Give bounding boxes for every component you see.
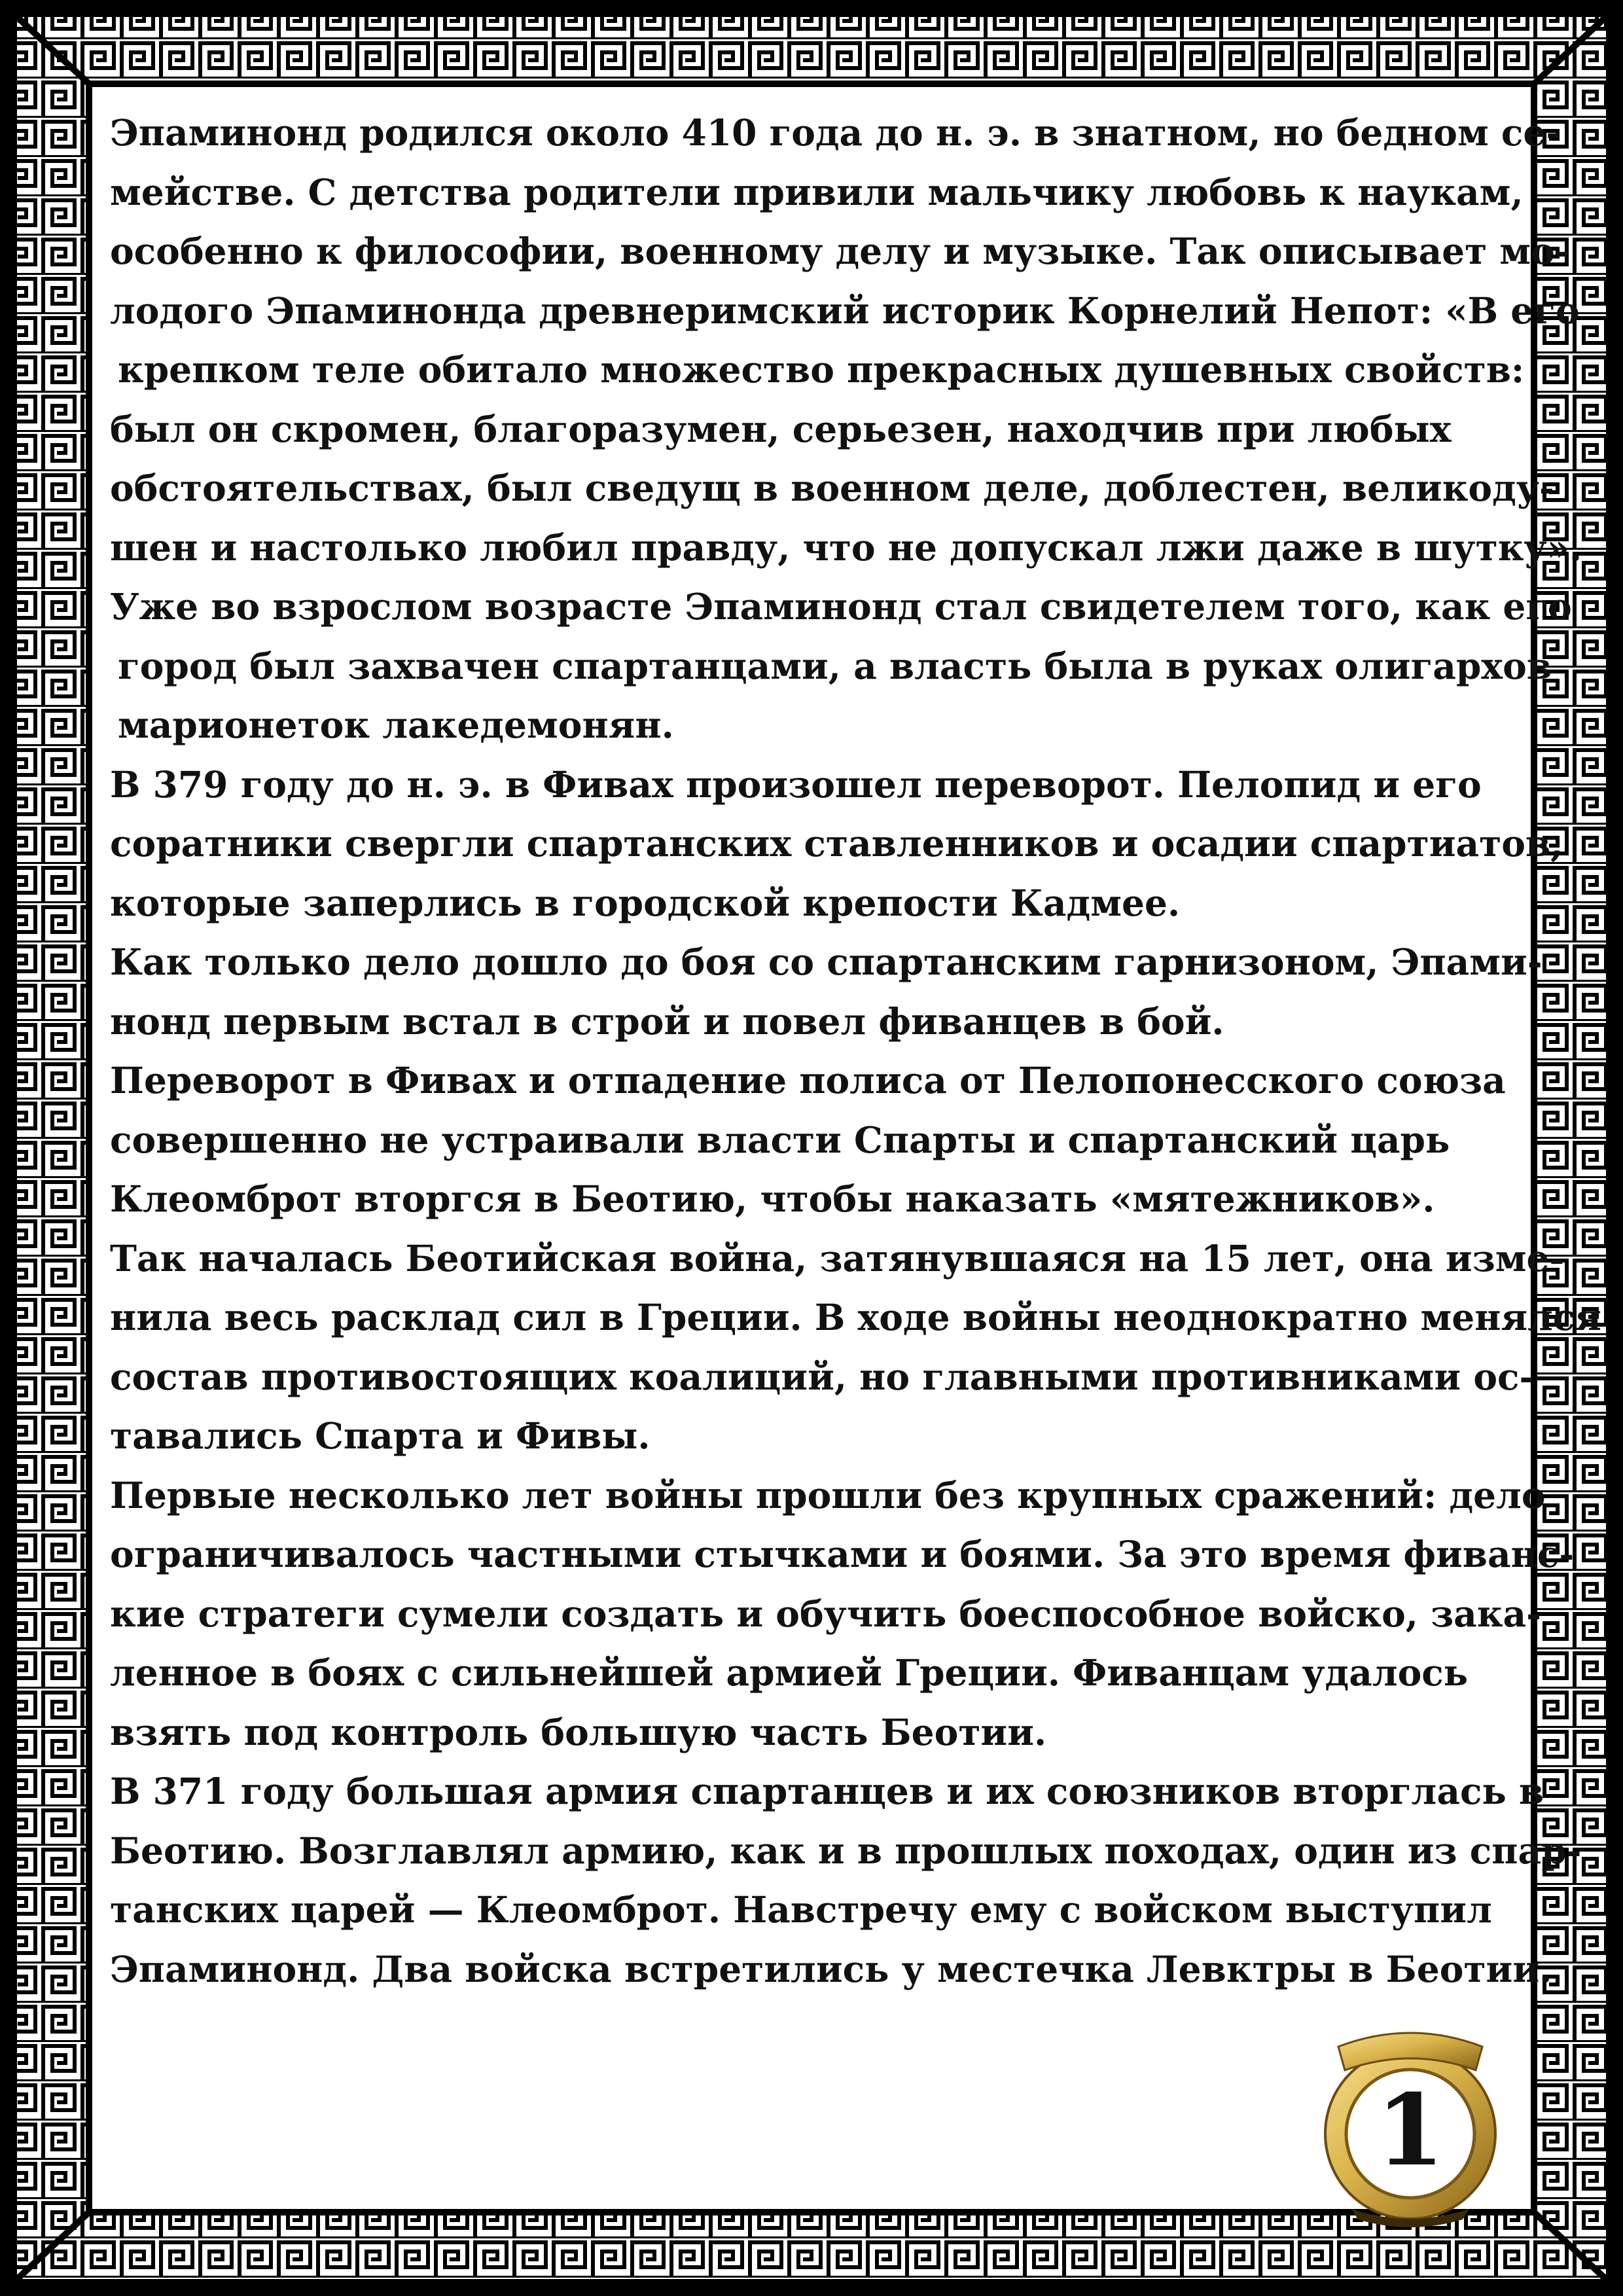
text-line: танских царей — Клеомброт. Навстречу ему с войском выступил <box>110 1888 1492 1931</box>
text-line: нила весь расклад сил в Греции. В ходе войны неоднократно менялся <box>110 1296 1602 1338</box>
page-number-badge <box>1312 2013 1508 2235</box>
text-line: обстоятельствах, был сведущ в военном деле, доблестен, великоду- <box>110 467 1554 509</box>
text-line: шен и настолько любил правду, что не допускал лжи даже в шутку». <box>110 526 1582 569</box>
text-line: ограничивалось частными стычками и боями. За это время фиванс- <box>110 1533 1575 1575</box>
text-line: был он скромен, благоразумен, серьезен, находчив при любых <box>110 407 1452 450</box>
text-line: Эпаминонд. Два войска встретились у местечка Левктры в Беотии. <box>110 1947 1552 1990</box>
text-line: особенно к философии, военному делу и музыке. Так описывает мо- <box>110 230 1570 272</box>
text-line: марионеток лакедемонян. <box>118 704 674 746</box>
page-number: 1 <box>1376 2073 1445 2188</box>
text-line: Первые несколько лет войны прошли без крупных сражений: дело <box>110 1473 1546 1516</box>
text-line: город был захвачен спартанцами, а власть была в руках олигархов <box>118 644 1552 687</box>
text-line: соратники свергли спартанских ставленников и осадии спартиатов, <box>110 822 1563 865</box>
text-line: Переворот в Фивах и отпадение полиса от Пелопонесского союза <box>110 1059 1506 1102</box>
text-line: совершенно не устраивали власти Спарты и спартанский царь <box>110 1118 1450 1161</box>
text-line: В 371 году большая армия спартанцев и их союзников вторглась в <box>110 1770 1544 1812</box>
text-line: взять под контроль большую часть Беотии. <box>110 1710 1047 1753</box>
text-line: Как только дело дошло до боя со спартанским гарнизоном, Эпами- <box>110 941 1543 983</box>
text-line: ленное в боях с сильнейшей армией Греции. Фиванцам удалось <box>110 1651 1469 1694</box>
article-text <box>110 103 1602 1999</box>
text-line: Клеомброт вторгся в Беотию, чтобы наказать «мятежников». <box>110 1177 1435 1220</box>
text-line: крепком теле обитало множество прекрасных душевных свойств: <box>118 348 1525 391</box>
text-line: Уже во взрослом возрасте Эпаминонд стал свидетелем того, как его <box>110 585 1572 628</box>
text-line: мействе. С детства родители привили мальчику любовь к наукам, <box>110 170 1524 213</box>
text-line: которые заперлись в городской крепости Кадмее. <box>110 881 1181 924</box>
text-line: кие стратеги сумели создать и обучить боеспособное войско, зака- <box>110 1592 1542 1635</box>
text-line: В 379 году до н. э. в Фивах произошел переворот. Пелопид и его <box>110 762 1482 806</box>
text-line: лодого Эпаминонда древнеримский историк Корнелий Непот: «В его <box>110 289 1580 332</box>
text-line: Эпаминонд родился около 410 года до н. э. в знатном, но бедном се- <box>110 111 1561 154</box>
text-line: Беотию. Возглавлял армию, как и в прошлых походах, один из спар- <box>110 1829 1582 1872</box>
text-line: Так началась Беотийская война, затянувшаяся на 15 лет, она изме- <box>110 1236 1565 1280</box>
text-line: тавались Спарта и Фивы. <box>110 1414 651 1457</box>
text-line: состав противостоящих коалиций, но главными противниками ос- <box>110 1355 1535 1398</box>
text-line: нонд первым встал в строй и повел фиванцев в бой. <box>110 999 1224 1043</box>
